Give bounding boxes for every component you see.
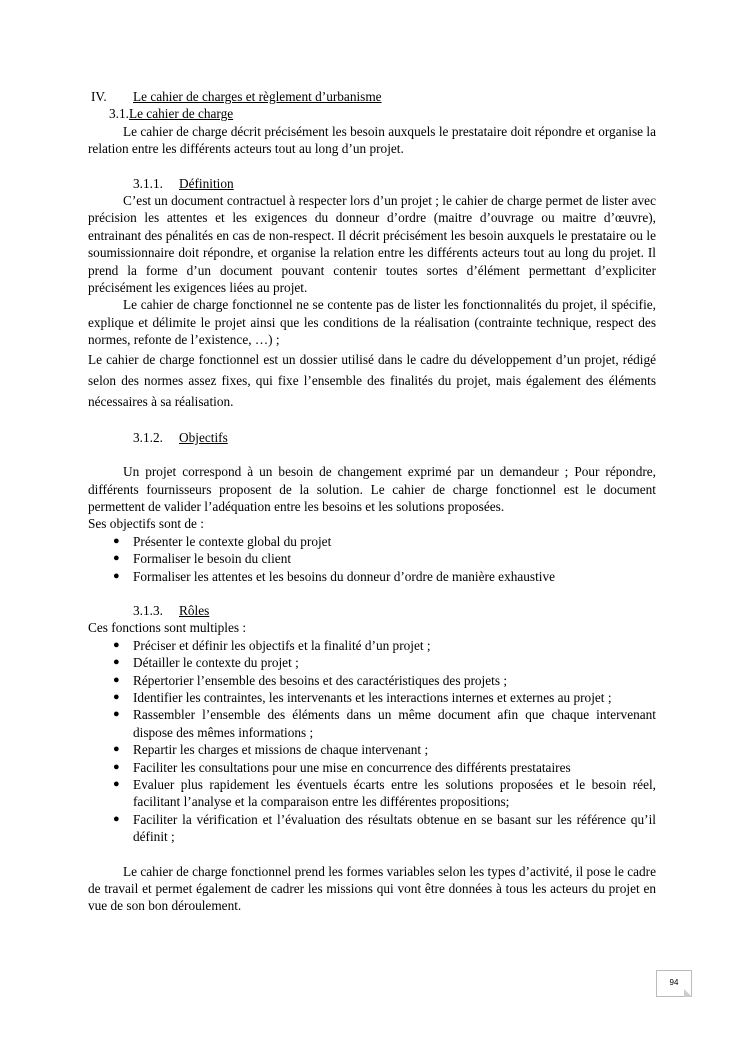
definition-paragraph-3: Le cahier de charge fonctionnel est un dossier utilisé dans le cadre du développement d’un projet, rédigé selon des normes assez fixes, qui fixe l’ensemble des finalités du projet, mais également des éléments nécessaires à sa réalisation.	[88, 351, 656, 409]
list-item: ● Formaliser le besoin du client	[113, 551, 292, 567]
bullet-icon: ●	[113, 778, 120, 790]
bullet-icon: ●	[113, 638, 120, 651]
list-item: ● Rassembler l’ensemble des éléments dans un même document afin que chaque intervenant dispose des mêmes informations ;	[113, 707, 656, 740]
heading-section-4-title: Le cahier de charges et règlement d’urbanisme	[133, 89, 382, 104]
page-body	[88, 88, 656, 915]
list-item: ● Faciliter les consultations pour une mise en concurrence des différents prestataires	[113, 759, 571, 775]
bullet-icon: ●	[113, 760, 120, 773]
heading-section-3-1-title: Le cahier de charge	[128, 106, 234, 122]
list-item: ● Formaliser les attentes et les besoins du donneur d’ordre de manière exhaustive	[113, 568, 556, 584]
list-item: ● Présenter le contexte global du projet	[113, 533, 332, 549]
bullet-icon: ●	[113, 673, 120, 686]
heading-section-3-1-3-title: Rôles	[179, 602, 210, 618]
roles-list	[88, 637, 656, 846]
list-item: ● Repartir les charges et missions de chaque intervenant ;	[113, 742, 429, 758]
objectives-paragraph: Un projet correspond à un besoin de changement exprimé par un demandeur ; Pour répondre, différents fournisseurs proposent de la solution. Le cahier de charge fonctionnel est le document permettent de valider l’adéquation entre les besoins et les solutions proposées.	[88, 464, 656, 514]
bullet-icon: ●	[113, 656, 120, 669]
closing-paragraph: Le cahier de charge fonctionnel prend les formes variables selon les types d’activité, il pose le cadre de travail et permet également de cadrer les missions qui vont être données à tous les acteurs du projet en vue de son bon déroulement.	[88, 863, 656, 914]
page-number: 94	[669, 978, 679, 987]
bullet-icon: ●	[113, 708, 120, 721]
heading-section-3-1-2-title: Objectifs	[179, 429, 228, 445]
bullet-icon: ●	[113, 569, 120, 582]
page-fold-icon	[684, 989, 692, 997]
list-item: ● Préciser et définir les objectifs et la finalité d’un projet ;	[113, 637, 431, 653]
list-item: ● Faciliter la vérification et l’évaluation des résultats obtenue en se basant sur les référence qu’il définit ;	[113, 811, 656, 845]
objectives-list	[88, 533, 656, 585]
bullet-icon: ●	[113, 690, 120, 703]
page-number-box	[656, 970, 692, 997]
list-item: ● Répertorier l’ensemble des besoins et des caractéristiques des projets ;	[113, 672, 508, 688]
heading-section-3-1-3: 3.1.3. Rôles	[133, 602, 210, 618]
list-item: ● Evaluer plus rapidement les éventuels écarts entre les solutions proposées et le besoin réel, facilitant l’analyse et la comparaison entre les différentes propositions;	[113, 777, 656, 810]
heading-section-4: IV. Le cahier de charges et règlement d’urbanisme	[91, 89, 382, 104]
heading-section-3-1-1-title: Définition	[179, 175, 234, 191]
bullet-icon: ●	[113, 534, 120, 547]
bullet-icon: ●	[113, 743, 120, 756]
roles-intro: Ces fonctions sont multiples :	[88, 620, 247, 636]
definition-paragraph-2: Le cahier de charge fonctionnel ne se contente pas de lister les fonctionnalités du projet, il spécifie, explique et délimite le projet ainsi que les conditions de la réalisation (contrainte technique, respect des normes, refonte de l’existence, …) ;	[88, 297, 656, 348]
bullet-icon: ●	[113, 552, 120, 565]
objectives-intro: Ses objectifs sont de :	[88, 516, 204, 532]
bullet-icon: ●	[113, 812, 120, 825]
intro-paragraph: Le cahier de charge décrit précisément les besoin auxquels le prestataire doit répondre et organise la relation entre les différents acteurs tout au long d’un projet.	[88, 123, 656, 157]
list-item: ● Identifier les contraintes, les intervenants et les interactions internes et externes au projet ;	[113, 689, 612, 705]
list-item: ● Détailler le contexte du projet ;	[113, 655, 299, 671]
heading-section-3-1: 3.1.Le cahier de charge	[109, 106, 234, 122]
heading-section-3-1-2: 3.1.2. Objectifs	[133, 429, 228, 445]
definition-paragraph-1: C’est un document contractuel à respecter lors d’un projet ; le cahier de charge permet de lister avec précision les attentes et les exigences du donneur d’ordre (maitre d’ouvrage ou maitre d’œuvre), entrainant des pénalités en cas de non-respect. Il décrit précisément les besoin auxquels le prestataire ou le soumissionnaire doit répondre, et organise la relation entre les différents acteurs tout au long du projet. Il prend la forme d’un document pouvant contenir toutes sortes d’élément permettant d’expliciter précisément les exigences liées au projet.	[88, 193, 656, 296]
heading-section-3-1-1: 3.1.1. Définition	[133, 175, 234, 191]
